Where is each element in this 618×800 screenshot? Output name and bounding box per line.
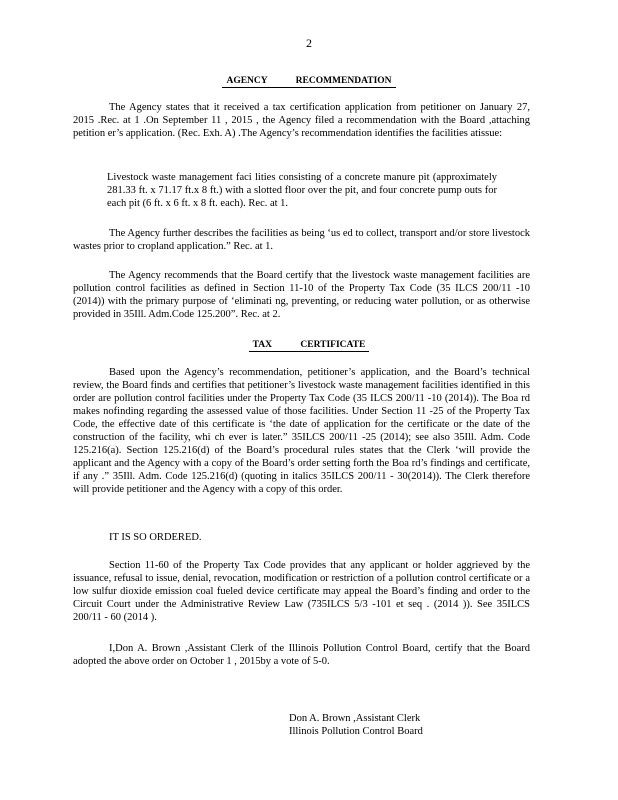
paragraph-agency-describes: The Agency further describes the facilities as being ‘us ed to collect, transport and/or store livestock wastes prior to cropland application.” Rec. at 1. bbox=[73, 228, 530, 252]
signature-board: Illinois Pollution Control Board bbox=[289, 726, 423, 737]
tax-heading-text: TAX CERTIFICATE bbox=[249, 340, 370, 352]
page-number: 2 bbox=[306, 36, 312, 50]
paragraph-agency-recommends: The Agency recommends that the Board certify that the livestock waste management facilities are pollution control facilities as defined in Section 11-10 of the Property Tax Code (35 ILCS 200/11 -10 (2014)) with the primary purpose of ‘eliminati ng, preventing, or reducing water pollution, or as otherwise provided in 35Ill. Adm.Code 125.200”. Rec. at 2. bbox=[73, 270, 530, 320]
paragraph-board-findings: Based upon the Agency’s recommendation, petitioner’s application, and the Board’s technical review, the Board finds and certifies that petitioner’s livestock waste management facilities identified in this order are pollution control facilities under the Property Tax Code (35 ILCS 200/11 -10 (2014)). The Boa rd makes nofinding regarding the assessed value of those facilities. Under Section 11 -25 of the Property Tax Code, the effective date of this certificate is ‘the date of application for the certificate or the date of the construction of the facility, whi ch ever is later.” 35ILCS 200/11 -25 (2014); see also 35Ill. Adm. Code 125.216(a). Section 125.216(d) of the Board’s procedural rules states that the Clerk ‘will provide the applicant and the Agency with a copy of the Board’s order setting forth the Boa rd’s findings and certificate, if any .” 35Ill. Adm. Code 125.216(d) (quoting in italics 35ILCS 200/11 - 30(2014)). The Clerk therefore will provide petitioner and the Agency with a copy of this order. bbox=[73, 367, 530, 495]
signature-name: Don A. Brown ,Assistant Clerk bbox=[289, 713, 421, 724]
agency-heading-text: AGENCY RECOMMENDATION bbox=[222, 76, 395, 88]
paragraph-agency-received: The Agency states that it received a tax certification application from petitioner on January 27, 2015 .Rec. at 1 .On September 11 , 2015 , the Agency filed a recommendation with the Board ,attaching petition er’s application. (Rec. Exh. A) .The Agency’s recommendation identifies the facilities atissue: bbox=[73, 102, 530, 139]
paragraph-clerk-certification: I,Don A. Brown ,Assistant Clerk of the Illinois Pollution Control Board, certify that the Board adopted the above order on October 1 , 2015by a vote of 5-0. bbox=[73, 643, 530, 667]
it-is-so-ordered: IT IS SO ORDERED. bbox=[109, 532, 202, 543]
quoted-facility-description: Livestock waste management faci lities consisting of a concrete manure pit (approximately 281.33 ft. x 71.17 ft.x 8 ft.) with a slotted floor over the pit, and four concrete pump outs for each pit (6 ft. x 6 ft. x 8 ft. each). Rec. at 1. bbox=[107, 172, 497, 209]
agency-recommendation-heading bbox=[0, 76, 618, 88]
tax-certificate-heading bbox=[0, 340, 618, 352]
paragraph-appeal-rights: Section 11-60 of the Property Tax Code provides that any applicant or holder aggrieved by the issuance, refusal to issue, denial, revocation, modification or restriction of a pollution control certificate or a low sulfur dioxide emission coal fueled device certificate may appeal the Board’s finding and order to the Circuit Court under the Administrative Review Law (735ILCS 5/3 -101 et seq . (2014 )). See 35ILCS 200/11 - 60 (2014 ). bbox=[73, 560, 530, 623]
